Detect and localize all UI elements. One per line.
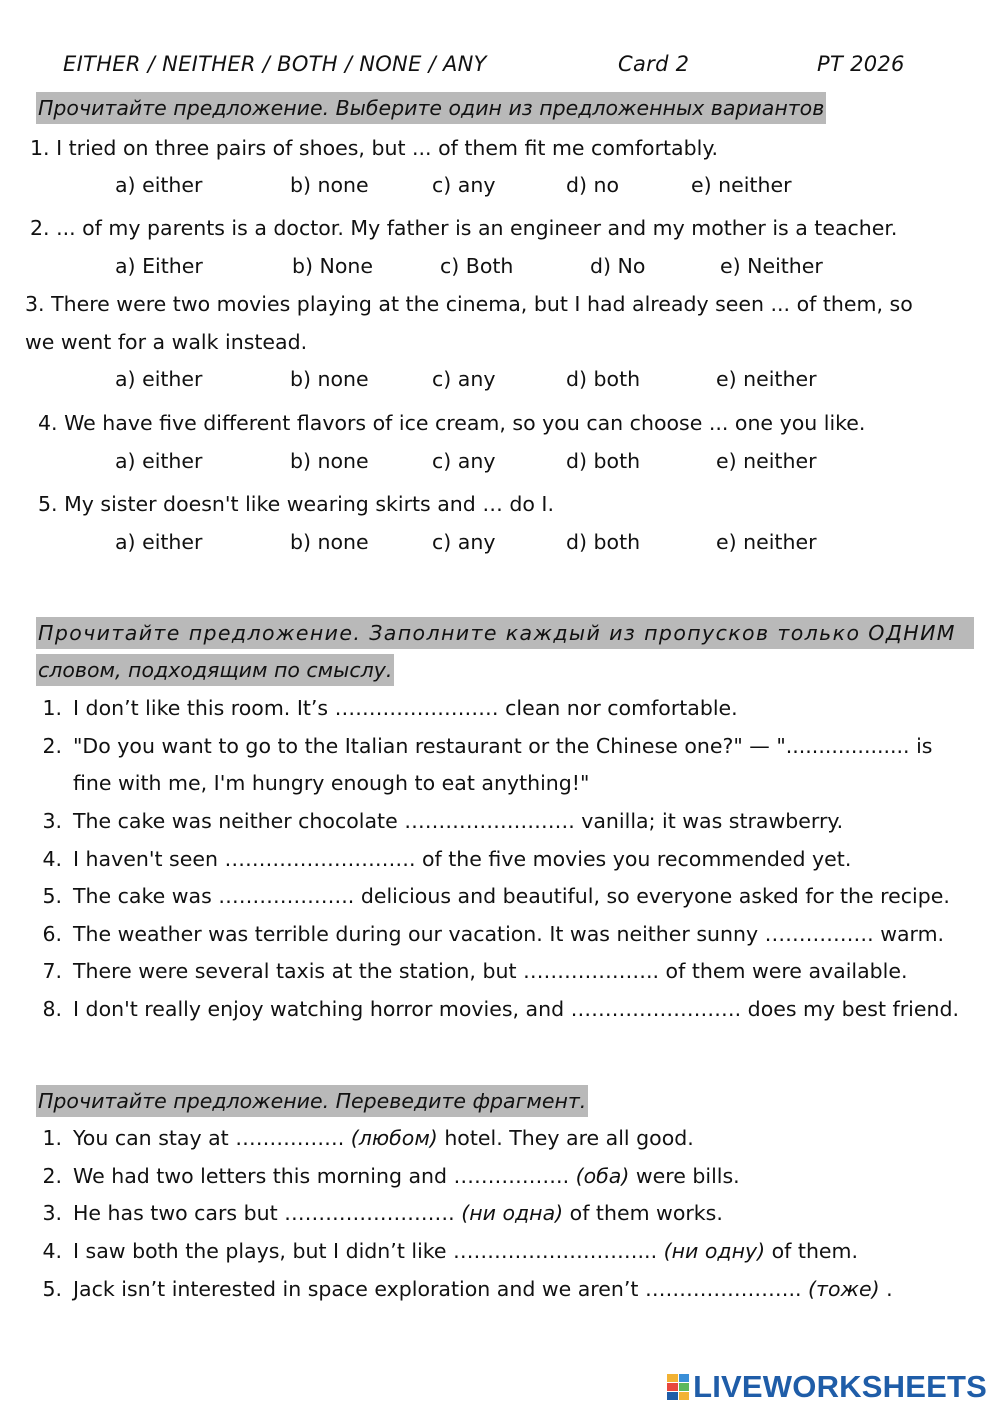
translation-hint: (тоже) <box>808 1277 880 1301</box>
section2-instruction-line1: Прочитайте предложение. Заполните каждый из пропусков только ОДНИМ <box>36 617 974 649</box>
s3-item-text: . <box>879 1277 893 1301</box>
s3-item-2 <box>73 1164 740 1188</box>
option[interactable]: c) any <box>432 449 496 473</box>
item-number: 6. <box>42 922 62 946</box>
option[interactable]: e) Neither <box>720 254 823 278</box>
item-number: 2. <box>42 734 62 758</box>
item-number: 4. <box>42 1239 62 1263</box>
s3-item-text: Jack isn’t interested in space exploration and we aren’t ………………….. <box>73 1277 809 1301</box>
s3-item-text: of them works. <box>563 1201 723 1225</box>
option[interactable]: a) either <box>115 367 203 391</box>
s3-item-4 <box>73 1239 858 1263</box>
s1-question-3: 3. There were two movies playing at the cinema, but I had already seen ... of them, so <box>25 292 913 316</box>
s3-item-text: hotel. They are all good. <box>437 1126 694 1150</box>
item-number: 8. <box>42 997 62 1021</box>
item-number: 1. <box>42 1126 62 1150</box>
s2-item-4: I haven't seen ………………………. of the five movies you recommended yet. <box>73 847 852 871</box>
item-number: 5. <box>42 1277 62 1301</box>
item-number: 1. <box>42 696 62 720</box>
s1-question-2: 2. ... of my parents is a doctor. My father is an engineer and my mother is a teacher. <box>30 216 898 240</box>
option[interactable]: e) neither <box>716 367 817 391</box>
s3-item-text: were bills. <box>629 1164 740 1188</box>
s3-item-1 <box>73 1126 694 1150</box>
option[interactable]: c) any <box>432 367 496 391</box>
s1-question-3-cont: we went for a walk instead. <box>25 330 308 354</box>
option[interactable]: e) neither <box>691 173 792 197</box>
liveworksheets-logo <box>667 1369 987 1404</box>
option[interactable]: d) both <box>566 449 641 473</box>
option[interactable]: b) none <box>290 367 369 391</box>
option[interactable]: c) any <box>432 530 496 554</box>
worksheet-title: EITHER / NEITHER / BOTH / NONE / ANY <box>63 52 487 76</box>
s3-item-text: We had two letters this morning and …………….. <box>73 1164 576 1188</box>
item-number: 3. <box>42 1201 62 1225</box>
s1-question-1: 1. I tried on three pairs of shoes, but ... of them fit me comfortably. <box>30 136 719 160</box>
option[interactable]: b) none <box>290 449 369 473</box>
s1-question-5: 5. My sister doesn't like wearing skirts and … do I. <box>38 492 554 516</box>
s1-question-4: 4. We have five different flavors of ice cream, so you can choose ... one you like. <box>38 411 866 435</box>
option[interactable]: a) Either <box>115 254 203 278</box>
s2-item-2-cont: fine with me, I'm hungry enough to eat anything!" <box>73 771 590 795</box>
s3-item-text: He has two cars but ……………………. <box>73 1201 462 1225</box>
s2-item-7: There were several taxis at the station, but ……………….. of them were available. <box>73 959 908 983</box>
s3-item-text: I saw both the plays, but I didn’t like ………………………... <box>73 1239 664 1263</box>
option[interactable]: c) Both <box>440 254 514 278</box>
option[interactable]: a) either <box>115 173 203 197</box>
section1-instruction: Прочитайте предложение. Выберите один из предложенных вариантов <box>36 92 826 124</box>
item-number: 2. <box>42 1164 62 1188</box>
card-label: Card 2 <box>618 52 690 76</box>
s2-item-5: The cake was ……………….. delicious and beautiful, so everyone asked for the recipe. <box>73 884 950 908</box>
s2-item-3: The cake was neither chocolate ……………………. vanilla; it was strawberry. <box>73 809 844 833</box>
option[interactable]: a) either <box>115 449 203 473</box>
year-label: PT 2026 <box>817 52 905 76</box>
translation-hint: (любом) <box>350 1126 438 1150</box>
s3-item-text: You can stay at ……………. <box>73 1126 351 1150</box>
option[interactable]: c) any <box>432 173 496 197</box>
s2-item-8: I don't really enjoy watching horror movies, and ……………………. does my best friend. <box>73 997 959 1021</box>
option[interactable]: e) neither <box>716 449 817 473</box>
translation-hint: (ни одна) <box>461 1201 564 1225</box>
item-number: 5. <box>42 884 62 908</box>
option[interactable]: d) No <box>590 254 646 278</box>
logo-text: LIVEWORKSHEETS <box>693 1369 987 1404</box>
s3-item-5 <box>73 1277 893 1301</box>
option[interactable]: e) neither <box>716 530 817 554</box>
s2-item-1: I don’t like this room. It’s …………………… clean nor comfortable. <box>73 696 738 720</box>
s2-item-2: "Do you want to go to the Italian restaurant or the Chinese one?" — "................... is <box>73 734 933 758</box>
item-number: 3. <box>42 809 62 833</box>
section2-instruction-line2: словом, подходящим по смыслу. <box>36 654 394 686</box>
translation-hint: (ни одну) <box>663 1239 766 1263</box>
option[interactable]: d) no <box>566 173 620 197</box>
item-number: 7. <box>42 959 62 983</box>
s2-item-6: The weather was terrible during our vacation. It was neither sunny ……………. warm. <box>73 922 945 946</box>
option[interactable]: b) none <box>290 530 369 554</box>
item-number: 4. <box>42 847 62 871</box>
logo-mark-icon <box>667 1374 689 1400</box>
option[interactable]: d) both <box>566 367 641 391</box>
s3-item-3 <box>73 1201 723 1225</box>
option[interactable]: d) both <box>566 530 641 554</box>
option[interactable]: b) None <box>292 254 374 278</box>
section3-instruction: Прочитайте предложение. Переведите фрагмент. <box>36 1085 588 1117</box>
s3-item-text: of them. <box>765 1239 859 1263</box>
translation-hint: (оба) <box>575 1164 630 1188</box>
option[interactable]: a) either <box>115 530 203 554</box>
option[interactable]: b) none <box>290 173 369 197</box>
